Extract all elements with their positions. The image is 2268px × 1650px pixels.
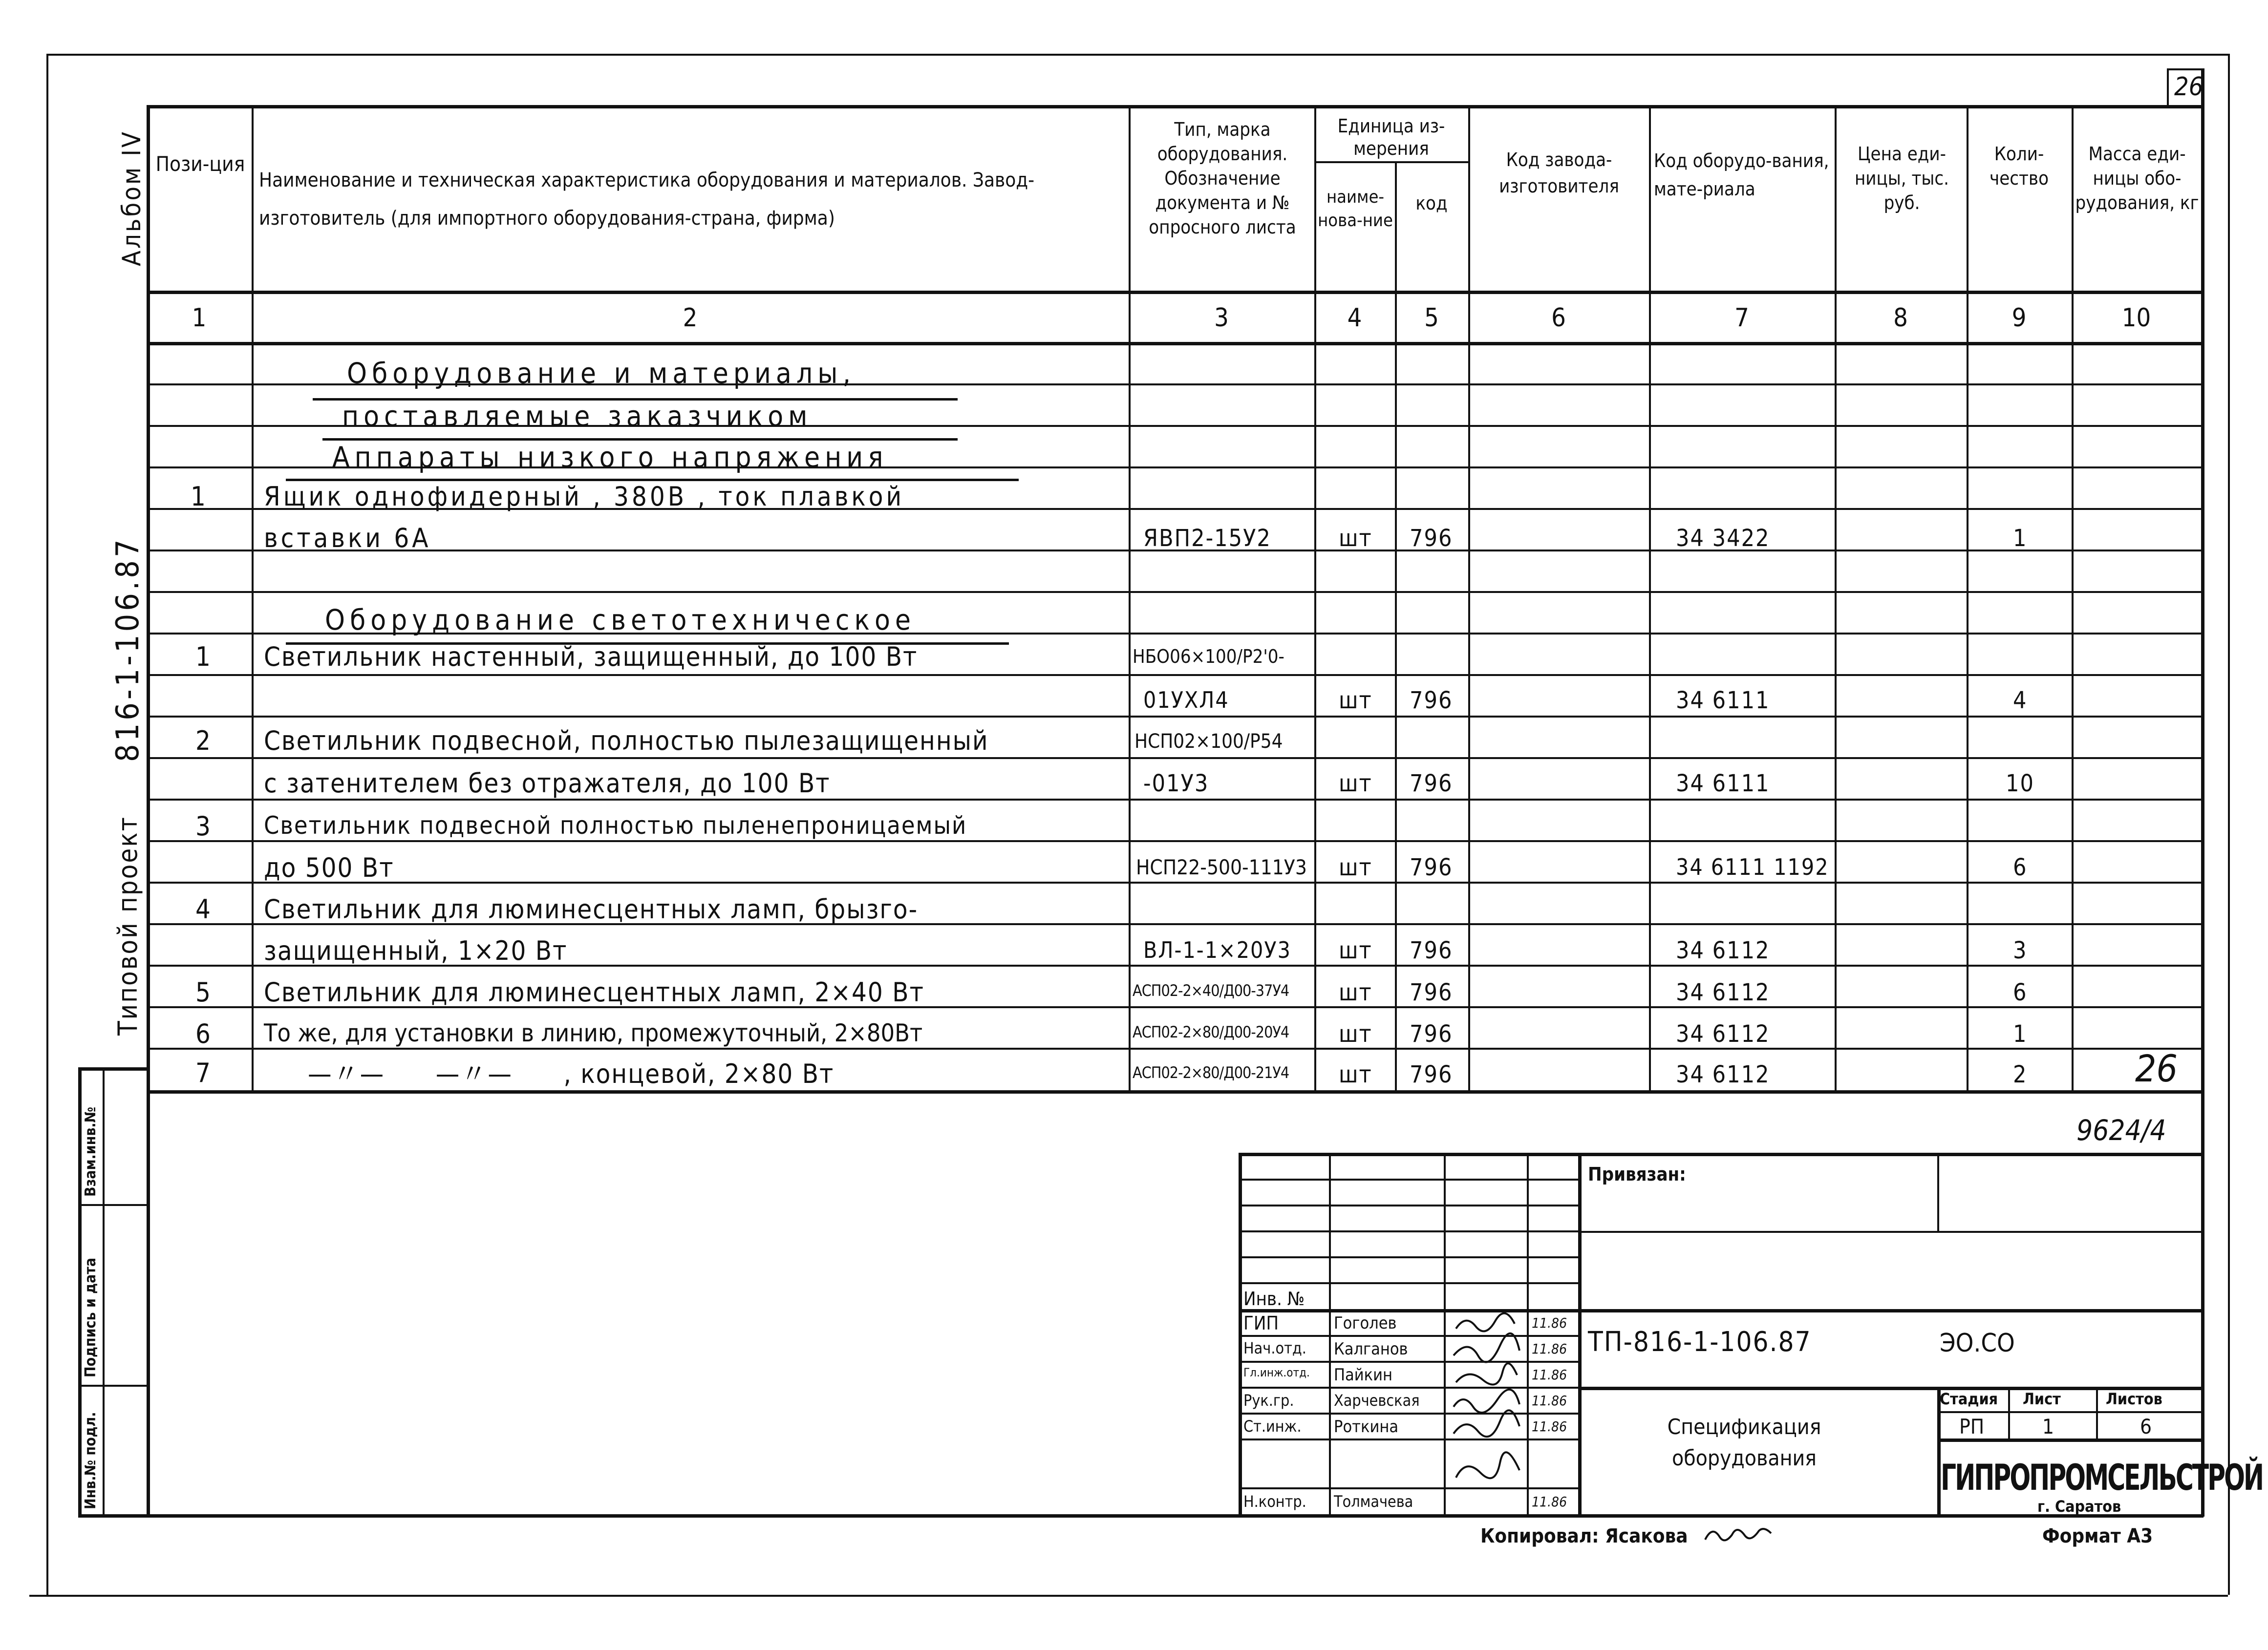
titleblock-divider bbox=[1578, 1153, 1582, 1517]
col-number: 8 bbox=[1893, 303, 1908, 333]
col-number: 9 bbox=[2011, 303, 2027, 333]
tb-row-line bbox=[1239, 1230, 1578, 1232]
row-line bbox=[147, 799, 2204, 801]
tb-staff-name: Калганов bbox=[1334, 1339, 1408, 1359]
header-type: Тип, марка оборудования. Обозначение документа и № опросного листа bbox=[1149, 119, 1296, 238]
copier-signature bbox=[1700, 1520, 1778, 1549]
col-number: 6 bbox=[1551, 303, 1566, 333]
header-maker-code: Код завода-изготовителя bbox=[1499, 149, 1619, 197]
col-numbers-bottom bbox=[147, 342, 2204, 345]
row-qty: 1 bbox=[2013, 1020, 2028, 1048]
tb-stage-label: Стадия bbox=[1940, 1390, 1998, 1408]
col-number: 4 bbox=[1347, 303, 1362, 333]
row-line bbox=[147, 757, 2204, 759]
row-equip-code: 34 6112 bbox=[1676, 1020, 1770, 1048]
tb-staff-name: Гоголев bbox=[1334, 1313, 1397, 1333]
inner-frame-right bbox=[2201, 68, 2204, 1517]
row-unit-code: 796 bbox=[1410, 854, 1453, 881]
tb-stage-vline-2 bbox=[2096, 1387, 2098, 1438]
row-position: 7 bbox=[195, 1058, 212, 1088]
row-line bbox=[147, 882, 2204, 884]
header-unit-name: наиме-нова-ние bbox=[1318, 187, 1393, 231]
unit-group-line bbox=[1314, 161, 1468, 163]
row-line bbox=[147, 1048, 2204, 1050]
row-position: 4 bbox=[195, 894, 212, 925]
col-line-9 bbox=[2072, 105, 2074, 1092]
project-type-label: Типовой проект bbox=[112, 816, 143, 1036]
sheet-corner-number: 26 bbox=[2174, 72, 2204, 102]
tb-date: 11.86 bbox=[1532, 1315, 1567, 1331]
header-qty: Коли-чество bbox=[1989, 143, 2049, 189]
corner-box-left bbox=[2167, 68, 2169, 105]
row-position: 6 bbox=[195, 1018, 212, 1049]
tb-sheets: 6 bbox=[2140, 1415, 2152, 1438]
tb-bound-label: Привязан: bbox=[1588, 1163, 1686, 1185]
col-number: 5 bbox=[1424, 303, 1439, 333]
row-name: до 500 Вт bbox=[264, 852, 394, 883]
row-unit: шт bbox=[1339, 525, 1372, 552]
row-type: ЯВП2-15У2 bbox=[1143, 525, 1271, 552]
tb-date: 11.86 bbox=[1532, 1494, 1567, 1510]
col-line-7 bbox=[1835, 105, 1837, 1092]
col-line-4 bbox=[1395, 161, 1397, 1092]
row-position: 3 bbox=[195, 811, 212, 842]
tb-date: 11.86 bbox=[1532, 1393, 1567, 1409]
row-position: 1 bbox=[195, 641, 212, 672]
row-name: защищенный, 1×20 Вт bbox=[264, 935, 568, 966]
row-unit: шт bbox=[1339, 770, 1372, 797]
side-stamp-original-inv: Инв.№ подл. bbox=[82, 1412, 99, 1509]
row-name: —〃— —〃— , концевой, 2×80 Вт bbox=[308, 1058, 834, 1089]
row-type: НБО06×100/Р2'0- bbox=[1133, 646, 1284, 667]
tb-doc-mark: ЭО.СО bbox=[1940, 1329, 2015, 1358]
col-number: 1 bbox=[192, 303, 207, 333]
row-qty: 10 bbox=[2006, 770, 2034, 797]
row-type: 01УХЛ4 bbox=[1143, 687, 1229, 713]
signature-scribbles bbox=[1446, 1309, 1527, 1490]
tb-row-line bbox=[1239, 1309, 1578, 1312]
section-heading: поставляемые заказчиком bbox=[342, 400, 813, 433]
row-position: 5 bbox=[195, 977, 212, 1008]
header-bottom bbox=[147, 291, 2204, 294]
row-equip-code: 34 6112 bbox=[1676, 979, 1770, 1006]
tb-date: 11.86 bbox=[1532, 1341, 1567, 1357]
frame-right bbox=[2228, 54, 2230, 1595]
tb-row-line bbox=[1239, 1413, 1578, 1415]
tb-city: г. Саратов bbox=[2037, 1497, 2121, 1516]
tb-role: Гл.инж.отд. bbox=[1243, 1366, 1310, 1379]
side-stamp-signature-date: Подпись и дата bbox=[82, 1257, 99, 1377]
corner-box-top bbox=[2167, 68, 2202, 70]
col-line-5 bbox=[1468, 105, 1470, 1092]
row-qty: 2 bbox=[2013, 1061, 2028, 1088]
side-stamp-left bbox=[78, 1067, 82, 1517]
tb-sheet-label: Лист bbox=[2023, 1390, 2061, 1408]
row-unit-code: 796 bbox=[1410, 1061, 1453, 1088]
tb-right-vline bbox=[1937, 1153, 1939, 1231]
row-type: ВЛ-1-1×20У3 bbox=[1143, 937, 1291, 963]
row-name: Светильник настенный, защищенный, до 100 Вт bbox=[264, 641, 918, 672]
col-line-1 bbox=[252, 105, 254, 1092]
row-qty: 4 bbox=[2013, 687, 2028, 714]
album-label: Альбом IV bbox=[117, 130, 147, 266]
tb-row-line bbox=[1239, 1361, 1578, 1363]
row-name: Светильник для люминесцентных ламп, брызго- bbox=[264, 894, 919, 925]
tb-row-line bbox=[1239, 1205, 1578, 1206]
tb-right-line-2 bbox=[1578, 1309, 2204, 1312]
col-line-2 bbox=[1129, 105, 1131, 1092]
row-qty: 1 bbox=[2013, 525, 2028, 552]
header-price: Цена еди-ницы, тыс. руб. bbox=[1854, 143, 1949, 213]
col-line-6 bbox=[1649, 105, 1651, 1092]
header-position: Пози-ция bbox=[155, 152, 245, 176]
section-heading: Оборудование и материалы, bbox=[347, 357, 856, 390]
row-unit-code: 796 bbox=[1410, 1020, 1453, 1048]
header-name: Наименование и техническая характеристика оборудования и материалов. Завод-изготовитель (для импортного оборудования-страна, фирма) bbox=[259, 169, 1035, 230]
frame-bottom bbox=[29, 1595, 2228, 1597]
frame-left bbox=[46, 54, 48, 1595]
row-equip-code: 34 6111 bbox=[1676, 687, 1770, 714]
header-equip-code: Код оборудо-вания, мате-риала bbox=[1654, 150, 1829, 200]
archive-number: 9624/4 bbox=[2076, 1114, 2166, 1147]
header-unit-code: код bbox=[1415, 192, 1448, 214]
inner-frame-top bbox=[147, 105, 2204, 108]
row-qty: 3 bbox=[2013, 937, 2028, 964]
inner-frame-bottom bbox=[78, 1514, 2204, 1518]
tb-row-line bbox=[1239, 1438, 1578, 1440]
row-position: 1 bbox=[191, 481, 207, 512]
titleblock-top bbox=[1239, 1153, 2204, 1156]
tb-staff-name: Пайкин bbox=[1334, 1365, 1392, 1385]
row-line bbox=[147, 716, 2204, 718]
tb-row-line bbox=[1239, 1335, 1578, 1337]
tb-organization: ГИПРОПРОМСЕЛЬСТРОЙ bbox=[1941, 1457, 2263, 1499]
row-unit-code: 796 bbox=[1410, 937, 1453, 964]
tb-row-line bbox=[1239, 1256, 1578, 1258]
row-equip-code: 34 6111 bbox=[1676, 770, 1770, 797]
row-equip-code: 34 6112 bbox=[1676, 1061, 1770, 1088]
col-line-8 bbox=[1967, 105, 1968, 1092]
tb-stage: РП bbox=[1959, 1415, 1985, 1438]
row-line bbox=[147, 840, 2204, 842]
side-stamp-line-2 bbox=[78, 1385, 147, 1387]
tb-sheet: 1 bbox=[2042, 1415, 2054, 1438]
section-heading: Аппараты низкого напряжения bbox=[332, 441, 888, 474]
row-type: АСП02-2×80/Д00-20У4 bbox=[1133, 1023, 1289, 1041]
tb-sheets-label: Листов bbox=[2106, 1390, 2162, 1408]
row-qty: 6 bbox=[2013, 854, 2028, 881]
tb-date: 11.86 bbox=[1532, 1367, 1567, 1383]
tb-staff-name: Толмачева bbox=[1334, 1492, 1413, 1511]
tb-staff-name: Харчевская bbox=[1334, 1391, 1420, 1410]
tb-doc-title: Спецификация оборудования bbox=[1667, 1415, 1821, 1471]
row-unit: шт bbox=[1339, 687, 1372, 714]
side-stamp-top bbox=[78, 1067, 147, 1071]
row-unit: шт bbox=[1339, 1061, 1372, 1088]
row-position: 2 bbox=[195, 725, 212, 756]
tb-row-line bbox=[1239, 1487, 1578, 1489]
tb-doc-code: ТП-816-1-106.87 bbox=[1588, 1326, 1812, 1358]
row-unit-code: 796 bbox=[1410, 770, 1453, 797]
tb-stage-line-2 bbox=[1937, 1438, 2204, 1442]
row-unit: шт bbox=[1339, 854, 1372, 881]
tb-staff-name: Роткина bbox=[1334, 1417, 1399, 1437]
row-unit-code: 796 bbox=[1410, 687, 1453, 714]
col-number: 7 bbox=[1734, 303, 1749, 333]
row-type: НСП02×100/Р54 bbox=[1134, 730, 1283, 753]
col-line-3 bbox=[1314, 105, 1316, 1092]
tb-row-line bbox=[1239, 1179, 1578, 1181]
header-unit-group: Единица из-мерения bbox=[1337, 115, 1445, 159]
row-type: АСП02-2×40/Д00-37У4 bbox=[1133, 981, 1289, 1000]
row-equip-code: 34 3422 bbox=[1676, 525, 1770, 552]
tb-date: 11.86 bbox=[1532, 1418, 1567, 1435]
row-type: -01У3 bbox=[1143, 770, 1209, 797]
project-code-label: 816-1-106.87 bbox=[110, 536, 146, 762]
format-label: Формат А3 bbox=[2042, 1525, 2153, 1547]
row-line bbox=[147, 674, 2204, 676]
frame-top bbox=[46, 54, 2228, 56]
tb-role: Ст.инж. bbox=[1243, 1417, 1302, 1436]
table-bottom bbox=[147, 1090, 2204, 1094]
row-name: Светильник подвесной полностью пыленепроницаемый bbox=[264, 811, 967, 840]
row-unit: шт bbox=[1339, 1020, 1372, 1048]
row-type: АСП02-2×80/Д00-21У4 bbox=[1133, 1063, 1289, 1082]
row-equip-code: 34 6112 bbox=[1676, 937, 1770, 964]
side-stamp-line-1 bbox=[78, 1204, 147, 1206]
tb-role: Нач.отд. bbox=[1243, 1339, 1306, 1357]
header-mass: Масса еди-ницы обо-рудования, кг bbox=[2075, 143, 2199, 213]
tb-role: ГИП bbox=[1243, 1312, 1279, 1334]
tb-row-line bbox=[1239, 1387, 1578, 1389]
tb-role: Рук.гр. bbox=[1243, 1391, 1294, 1410]
tb-stage-line-1 bbox=[1937, 1411, 2204, 1413]
row-equip-code: 34 6111 1192 bbox=[1676, 854, 1829, 880]
tb-role: Н.контр. bbox=[1243, 1492, 1306, 1511]
tb-row-line bbox=[1239, 1282, 1578, 1284]
col-number: 2 bbox=[683, 303, 698, 333]
copied-by: Копировал: Ясакова bbox=[1480, 1525, 1688, 1547]
row-name: Светильник для люминесцентных ламп, 2×40 Вт bbox=[264, 977, 924, 1008]
row-name: То же, для установки в линию, промежуточный, 2×80Вт bbox=[264, 1019, 923, 1047]
row-name: вставки 6А bbox=[264, 523, 431, 553]
col-number: 10 bbox=[2121, 303, 2151, 333]
row-unit-code: 796 bbox=[1410, 979, 1453, 1006]
tb-right-line-1 bbox=[1578, 1231, 2204, 1233]
row-line bbox=[147, 591, 2204, 593]
row-name: с затенителем без отражателя, до 100 Вт bbox=[264, 768, 831, 799]
row-name: Ящик однофидерный , 380В , ток плавкой bbox=[264, 481, 905, 512]
tb-stage-vline-1 bbox=[2008, 1387, 2010, 1438]
row-qty: 6 bbox=[2013, 979, 2028, 1006]
row-name: Светильник подвесной, полностью пылезащищенный bbox=[264, 725, 989, 756]
mass-note: 26 bbox=[2135, 1047, 2178, 1090]
row-type: НСП22-500-111У3 bbox=[1136, 855, 1307, 879]
row-unit: шт bbox=[1339, 937, 1372, 964]
section-heading: Оборудование светотехническое bbox=[325, 603, 916, 636]
col-number: 3 bbox=[1214, 303, 1229, 333]
tb-inv-label: Инв. № bbox=[1243, 1288, 1305, 1310]
row-unit-code: 796 bbox=[1410, 525, 1453, 552]
side-stamp-divider bbox=[103, 1067, 105, 1517]
side-stamp-replace-inv: Взам.инв.№ bbox=[82, 1106, 99, 1197]
row-unit: шт bbox=[1339, 979, 1372, 1006]
